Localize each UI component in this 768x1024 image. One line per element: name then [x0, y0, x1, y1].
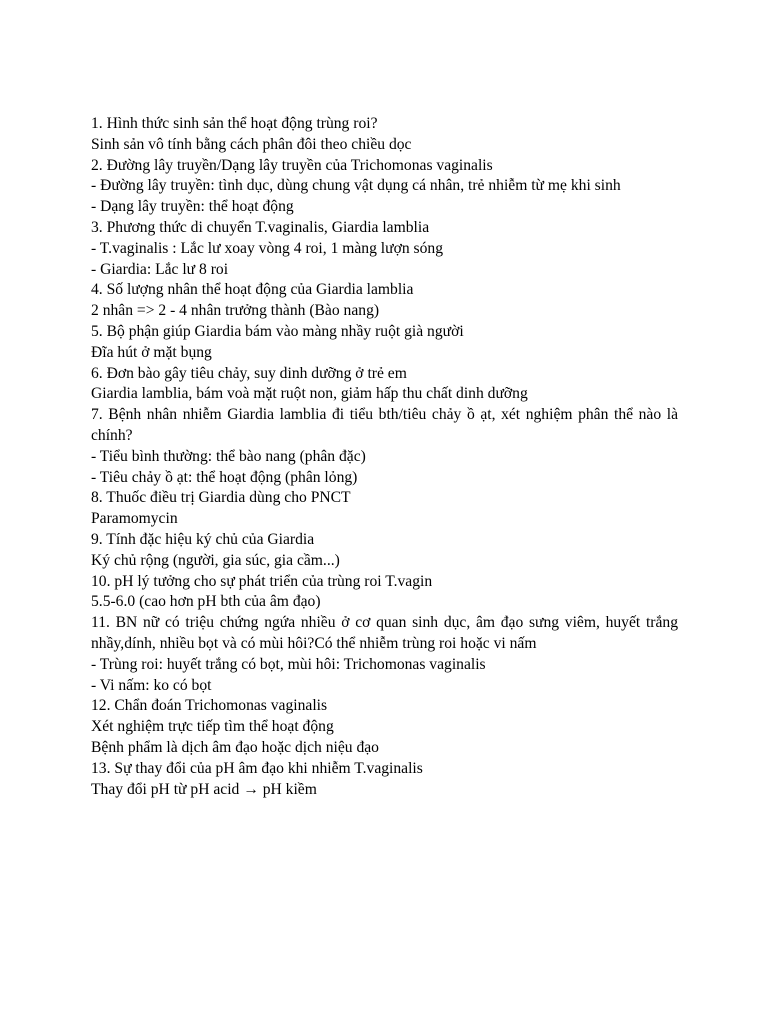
- question-10: 10. pH lý tưởng cho sự phát triển của trùng roi T.vagin: [91, 572, 433, 590]
- answer-4: 2 nhân => 2 - 4 nhân trưởng thành (Bào nang): [91, 302, 380, 320]
- question-5: 5. Bộ phận giúp Giardia bám vào màng nhầy ruột già người: [91, 322, 464, 340]
- question-11: 11. BN nữ có triệu chứng ngứa nhiều ở cơ quan sinh dục, âm đạo sưng viêm, huyết trắng nhầy,dính, nhiều bọt và có mùi hôi?Có thể nhiễm trùng roi hoặc vi nấm: [91, 614, 678, 652]
- answer-3-tvaginalis: - T.vaginalis : Lắc lư xoay vòng 4 roi, 1 màng lượn sóng: [91, 239, 443, 257]
- answer-2-route: - Đường lây truyền: tình dục, dùng chung vật dụng cá nhân, trẻ nhiễm từ mẹ khi sinh: [91, 177, 621, 195]
- answer-6: Giardia lamblia, bám voà mặt ruột non, giảm hấp thu chất dinh dưỡng: [91, 385, 528, 403]
- answer-12-specimen: Bệnh phẩm là dịch âm đạo hoặc dịch niệu đạo: [91, 738, 379, 756]
- question-6: 6. Đơn bào gây tiêu chảy, suy dinh dưỡng ở trẻ em: [91, 364, 407, 382]
- question-1: 1. Hình thức sinh sản thể hoạt động trùng roi?: [91, 115, 378, 132]
- answer-12-test: Xét nghiệm trực tiếp tìm thể hoạt động: [91, 718, 334, 736]
- question-7: 7. Bệnh nhân nhiễm Giardia lamblia đi tiểu bth/tiêu chảy ồ ạt, xét nghiệm phân thể nào là chính?: [91, 406, 678, 444]
- answer-2-form: - Dạng lây truyền: thể hoạt động: [91, 198, 294, 216]
- question-3: 3. Phương thức di chuyển T.vaginalis, Giardia lamblia: [91, 218, 430, 236]
- answer-11-trichomonas: - Trùng roi: huyết trắng có bọt, mùi hôi: Trichomonas vaginalis: [91, 655, 486, 673]
- question-13: 13. Sự thay đổi của pH âm đạo khi nhiễm T.vaginalis: [91, 759, 423, 777]
- question-2: 2. Đường lây truyền/Dạng lây truyền của Trichomonas vaginalis: [91, 156, 493, 174]
- answer-13: Thay đổi pH từ pH acid → pH kiềm: [91, 780, 317, 798]
- answer-11-fungi: - Vi nấm: ko có bọt: [91, 676, 212, 694]
- document-body: [91, 114, 678, 800]
- answer-10: 5.5-6.0 (cao hơn pH bth của âm đạo): [91, 593, 321, 611]
- answer-7-normal: - Tiểu bình thường: thể bào nang (phân đặc): [91, 447, 366, 465]
- answer-1: Sinh sản vô tính bằng cách phân đôi theo chiều dọc: [91, 135, 412, 153]
- question-9: 9. Tính đặc hiệu ký chủ của Giardia: [91, 530, 315, 548]
- answer-5: Đĩa hút ở mặt bụng: [91, 343, 212, 361]
- question-4: 4. Số lượng nhân thể hoạt động của Giardia lamblia: [91, 281, 414, 299]
- answer-9: Ký chủ rộng (người, gia súc, gia cầm...): [91, 551, 340, 569]
- answer-8: Paramomycin: [91, 510, 178, 528]
- answer-3-giardia: - Giardia: Lắc lư 8 roi: [91, 260, 229, 278]
- question-12: 12. Chẩn đoán Trichomonas vaginalis: [91, 697, 328, 715]
- question-8: 8. Thuốc điều trị Giardia dùng cho PNCT: [91, 489, 351, 507]
- answer-7-diarrhea: - Tiêu chảy ồ ạt: thể hoạt động (phân lỏng): [91, 468, 358, 486]
